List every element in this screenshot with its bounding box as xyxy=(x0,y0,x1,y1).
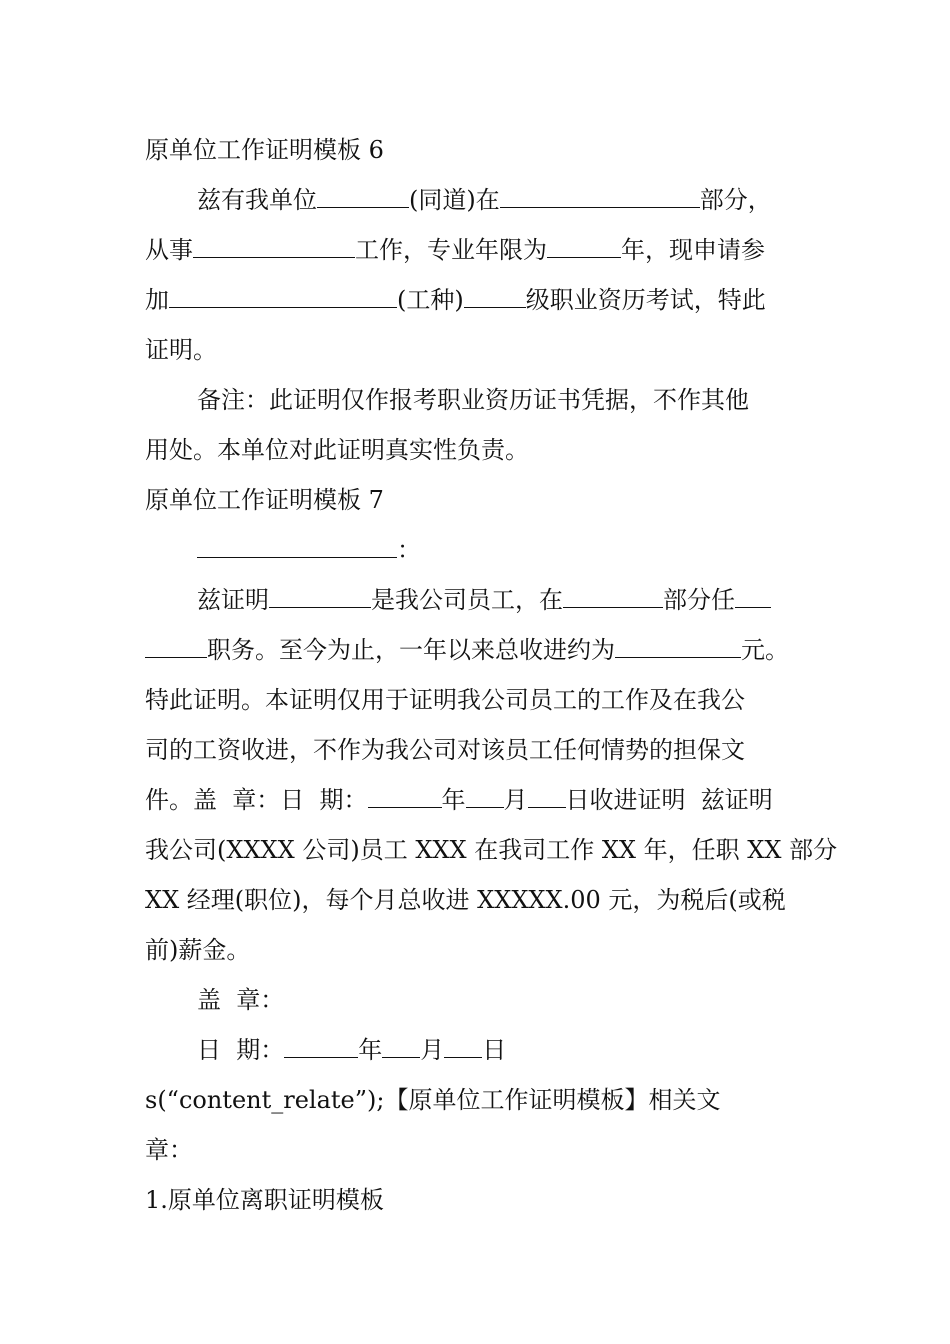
related-article-link[interactable]: 1.原单位离职证明模板 xyxy=(145,1186,384,1214)
paragraph-line: 职务。至今为止，一年以来总收进约为 元。 xyxy=(145,635,789,665)
blank-field xyxy=(269,585,371,608)
paragraph-line: 兹有我单位 (同道)在 部分， xyxy=(197,186,772,214)
paragraph-line: 特此证明。本证明仅用于证明我公司员工的工作及在我公 xyxy=(145,686,745,714)
blank-field xyxy=(547,235,621,258)
paragraph-line: 件。盖 章：日 期： 年 月 日收进证明 兹证明 xyxy=(145,786,773,814)
note-line: 备注：此证明仅作报考职业资历证书凭据，不作其他 xyxy=(197,386,749,414)
blank-field xyxy=(464,285,526,308)
paragraph-line: 我公司(XXXX 公司)员工 XXX 在我司工作 XX 年，任职 XX 部分 xyxy=(145,836,838,864)
blank-field xyxy=(466,785,504,808)
related-articles-heading: 章： xyxy=(145,1136,193,1164)
blank-field xyxy=(500,185,700,208)
note-line: 用处。本单位对此证明真实性负责。 xyxy=(145,436,529,464)
paragraph-line: 证明。 xyxy=(145,336,217,364)
salutation-line: ： xyxy=(197,535,421,565)
blank-field xyxy=(528,785,566,808)
blank-field xyxy=(735,585,771,608)
related-articles-heading: s(“content_relate”);【原单位工作证明模板】相关文 xyxy=(145,1086,721,1114)
blank-field xyxy=(317,185,409,208)
blank-field xyxy=(382,1035,420,1058)
paragraph-line: 从事 工作，专业年限为 年，现申请参 xyxy=(145,236,765,264)
paragraph-line: 前)薪金。 xyxy=(145,936,251,964)
blank-field xyxy=(169,285,397,308)
paragraph-line: 司的工资收进，不作为我公司对该员工任何情势的担保文 xyxy=(145,736,745,764)
blank-field xyxy=(284,1035,358,1058)
seal-line: 盖 章： xyxy=(197,986,285,1014)
date-line: 日 期： 年 月 日 xyxy=(197,1036,507,1064)
blank-field xyxy=(368,785,442,808)
paragraph-line: 加 (工种) 级职业资历考试，特此 xyxy=(145,286,766,314)
paragraph-line: XX 经理(职位)，每个月总收进 XXXXX.00 元，为税后(或税 xyxy=(145,886,786,914)
paragraph-line: 兹证明 是我公司员工，在 部分任 xyxy=(197,585,771,615)
blank-field xyxy=(444,1035,482,1058)
blank-field xyxy=(615,635,741,658)
blank-field xyxy=(197,535,397,558)
blank-field xyxy=(193,235,355,258)
blank-field xyxy=(145,635,207,658)
blank-field xyxy=(563,585,663,608)
section-heading-6: 原单位工作证明模板 6 xyxy=(145,136,384,164)
section-heading-7: 原单位工作证明模板 7 xyxy=(145,486,384,514)
